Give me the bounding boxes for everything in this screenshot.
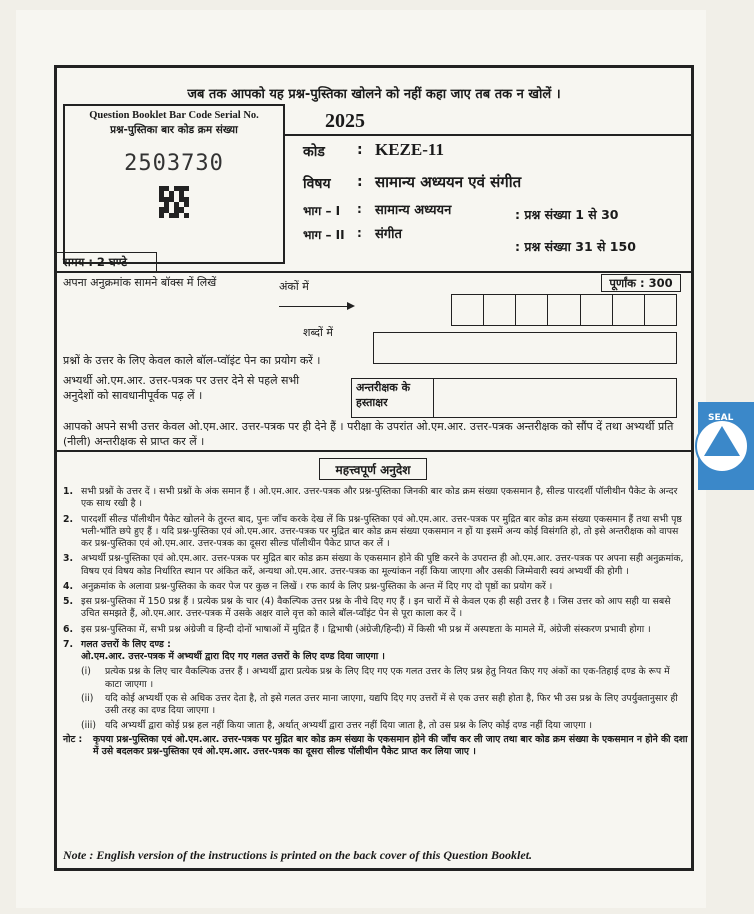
invigilator-signature-label: अन्तरीक्षक के हस्ताक्षर	[352, 379, 434, 417]
subitem-text: प्रत्येक प्रश्न के लिए चार वैकल्पिक उत्तर हैं । अभ्यर्थी द्वारा प्रत्येक प्रश्न के लिए दिए गए एक गलत उत्तर के लिए प्रश्न हेतु नियत किए गए अंकों का एक-तिहाई दण्ड के रूप में काटा जाएगा ।	[105, 666, 670, 690]
roll-number-words-box[interactable]	[373, 332, 677, 364]
in-figures-label: अंकों में	[279, 280, 309, 293]
part1-questions: : प्रश्न संख्या 1 से 30	[515, 207, 619, 222]
barcode-label-hi: प्रश्न-पुस्तिका बार कोड क्रम संख्या	[110, 124, 238, 136]
instruction-number: 6.	[63, 623, 74, 635]
note-text: कृपया प्रश्न-पुस्तिका एवं ओ.एम.आर. उत्तर-पत्रक पर मुद्रित बार कोड क्रम संख्या के एकसमान होने की जाँच कर ली जाए तथा बार कोड क्रम संख्या के एकसमान न होने की दशा में उसे बदलकर प्रश्न-पुस्तिका एवं ओ.एम.आर. उत्तर-पत्रक का दूसरा सील्ड पॉलीथीन पैकेट प्राप्त कर लिया जाए ।	[93, 733, 688, 758]
time-box: समय : 2 घण्टे	[57, 252, 157, 272]
code-label: कोड	[303, 144, 325, 160]
booklet-cover	[16, 10, 734, 908]
part2-label: भाग – II	[303, 228, 345, 242]
do-not-open-notice: जब तक आपको यह प्रश्न-पुस्तिका खोलने को नहीं कहा जाए तब तक न खोलें ।	[187, 87, 561, 102]
important-instructions-title: महत्त्वपूर्ण अनुदेश	[319, 458, 427, 480]
subitem-text: यदि कोई अभ्यर्थी एक से अधिक उत्तर देता है, तो इसे गलत उत्तर माना जाएगा, यद्यपि दिए गए उत्तरों में से एक उत्तर सही होता है, फिर भी उस प्रश्न के लिए उपर्युक्तानुसार ही उसी तरह का दण्ड दिया जाएगा ।	[105, 692, 678, 717]
penalty-heading: गलत उत्तरों के लिए दण्ड :	[81, 638, 171, 650]
part1-separator: :	[357, 202, 362, 216]
english-version-note: Note : English version of the instructions is printed on the back cover of this Question Booklet.	[63, 848, 533, 862]
instruction-number: 1.	[63, 486, 74, 497]
roll-digit-box[interactable]	[548, 295, 580, 325]
instruction-text: इस प्रश्न-पुस्तिका में, सभी प्रश्न अंग्रेजी व हिन्दी दोनों भाषाओं में मुद्रित हैं । द्विभाषी (अंग्रेजी/हिन्दी) में किसी भी प्रश्न में अस्पष्टता के मामले में, अंग्रेजी संस्करण प्रभावी होगा ।	[81, 623, 651, 635]
subject-value: सामान्य अध्ययन एवं संगीत	[375, 173, 522, 191]
part2-separator: :	[357, 226, 362, 240]
instruction-number: 7.	[63, 638, 74, 650]
roll-number-instruction: अपना अनुक्रमांक सामने बॉक्स में लिखें	[63, 276, 217, 289]
instruction-item	[63, 581, 689, 593]
full-marks-box: पूर्णांक : 300	[601, 274, 681, 292]
barcode-label-en: Question Booklet Bar Code Serial No.	[89, 110, 259, 121]
instruction-number: 5.	[63, 596, 74, 608]
instruction-text: इस प्रश्न-पुस्तिका में 150 प्रश्न हैं । प्रत्येक प्रश्न के चार (4) वैकल्पिक उत्तर प्रश्न के नीचे दिए गए हैं । इन चारों में से केवल एक ही सही उत्तर है । जिस उत्तर को आप सही या सबसे उचित समझते हैं, ओ.एम.आर. उत्तर-पत्रक में उसके अक्षर वाले वृत्त को काले बॉल-प्वॉइंट पेन से पूरा काला कर दें ।	[81, 596, 671, 620]
code-separator: :	[357, 142, 363, 158]
instruction-text: अभ्यर्थी प्रश्न-पुस्तिका एवं ओ.एम.आर. उत्तर-पत्रक पर मुद्रित बार कोड क्रम संख्या के एकसमान होने की पुष्टि करने के उपरान्त ही ओ.एम.आर. उत्तर-पत्रक पर अपना सही अनुक्रमांक, विषय एवं विषय कोड निर्धारित स्थान पर अंकित करें, अन्यथा ओ.एम.आर. उत्तर-पत्रक का मूल्यांकन नहीं किया जाएगा और उसकी जिम्मेवारी स्वयं अभ्यर्थी की होगी ।	[81, 553, 684, 577]
subitem-number: (ii)	[81, 692, 94, 704]
roll-digit-box[interactable]	[581, 295, 613, 325]
part1-label: भाग – I	[303, 204, 341, 218]
divider	[285, 134, 691, 136]
seal-label: SEAL	[708, 413, 734, 423]
roll-number-digit-boxes[interactable]	[451, 294, 677, 326]
penalty-subitem	[81, 720, 689, 732]
subject-separator: :	[357, 174, 363, 190]
penalty-subitem	[81, 666, 689, 691]
omr-handover-instruction: आपको अपने सभी उत्तर केवल ओ.एम.आर. उत्तर-पत्रक पर ही देने हैं । परीक्षा के उपरांत ओ.एम.आर. उत्तर-पत्रक अन्तरीक्षक को सौंप दें तथा अभ्यर्थी प्रति (नीली) अन्तरीक्षक से प्राप्त कर लें ।	[63, 420, 674, 448]
instruction-item	[63, 596, 689, 621]
right-arrow-icon	[279, 306, 353, 307]
penalty-intro: ओ.एम.आर. उत्तर-पत्रक में अभ्यर्थी द्वारा दिए गए गलत उत्तरों के लिए दण्ड दिया जाएगा ।	[81, 651, 385, 663]
instruction-item	[63, 486, 689, 511]
instruction-item	[63, 553, 689, 578]
instructions-list	[63, 486, 689, 761]
divider	[57, 450, 691, 452]
penalty-item	[63, 639, 689, 664]
instruction-text: सभी प्रश्नों के उत्तर दें । सभी प्रश्नों के अंक समान हैं । ओ.एम.आर. उत्तर-पत्रक और प्रश्न-पुस्तिका जिनकी बार कोड क्रम संख्या एकसमान है, सील्ड पारदर्शी पॉलीथीन पैकेट के अन्दर एक साथ रखी है ।	[81, 486, 678, 510]
roll-digit-box[interactable]	[516, 295, 548, 325]
subitem-number: (iii)	[81, 719, 97, 731]
subitem-text: यदि अभ्यर्थी द्वारा कोई प्रश्न हल नहीं किया जाता है, अर्थात् अभ्यर्थी द्वारा उत्तर नहीं दिया जाता है, तो उस प्रश्न के लिए कोई दण्ड नहीं दिया जाएगा ।	[105, 719, 593, 731]
roll-digit-box[interactable]	[452, 295, 484, 325]
omr-read-instruction: अभ्यर्थी ओ.एम.आर. उत्तर-पत्रक पर उत्तर देने से पहले सभी अनुदेशों को सावधानीपूर्वक पढ़ लें ।	[63, 374, 300, 402]
subject-label: विषय	[303, 176, 331, 192]
barcode-box	[63, 104, 285, 264]
qr-code-icon	[159, 186, 189, 218]
roll-digit-box[interactable]	[484, 295, 516, 325]
cover-frame	[54, 65, 694, 871]
note-item	[63, 734, 689, 759]
invigilator-signature-box[interactable]	[351, 378, 677, 418]
part1-value: सामान्य अध्ययन	[375, 203, 452, 218]
note-label: नोट :	[63, 733, 83, 745]
penalty-subitem	[81, 693, 689, 718]
instruction-number: 3.	[63, 553, 74, 565]
subitem-number: (i)	[81, 666, 91, 678]
divider	[57, 271, 691, 273]
part2-questions: : प्रश्न संख्या 31 से 150	[515, 239, 636, 254]
instruction-text: अनुक्रमांक के अलावा प्रश्न-पुस्तिका के कवर पेज पर कुछ न लिखें । रफ कार्य के लिए प्रश्न-पुस्तिका के अन्त में दिए गए दो पृष्ठों का प्रयोग करें ।	[81, 580, 553, 592]
instruction-number: 2.	[63, 513, 74, 525]
instruction-number: 4.	[63, 580, 74, 592]
instruction-item	[63, 624, 689, 636]
seal-sticker-icon	[688, 398, 754, 494]
serial-number: 2503730	[124, 151, 224, 176]
in-words-label: शब्दों में	[303, 326, 333, 339]
signature-space[interactable]	[434, 379, 676, 417]
instruction-text: पारदर्शी सील्ड पॉलीथीन पैकेट खोलने के तुरन्त बाद, पुनः जाँच करके देख लें कि प्रश्न-पुस्तिका एवं ओ.एम.आर. उत्तर-पत्रक पर मुद्रित बार कोड क्रम संख्या एकसमान हैं तथा सभी पृष्ठ भली-भाँति छपे हुए हैं । यदि प्रश्न-पुस्तिका एवं ओ.एम.आर. उत्तर-पत्रक पर मुद्रित बार कोड क्रम संख्या एकसमान न हों या इसमें अन्य कोई विसंगति हो, तो इसे अन्तरीक्षक को वापस कर प्रश्न-पुस्तिका एवं ओ.एम.आर. उत्तर-पत्रक का दूसरा सील्ड पॉलीथीन पैकेट प्राप्त कर लें ।	[81, 513, 682, 550]
part2-value: संगीत	[375, 227, 402, 242]
exam-year: 2025	[325, 110, 365, 132]
pen-instruction: प्रश्नों के उत्तर के लिए केवल काले बॉल-प्वॉइंट पेन का प्रयोग करें ।	[63, 354, 321, 367]
code-value: KEZE-11	[375, 140, 444, 159]
instruction-item	[63, 514, 689, 551]
roll-digit-box[interactable]	[645, 295, 676, 325]
roll-digit-box[interactable]	[613, 295, 645, 325]
